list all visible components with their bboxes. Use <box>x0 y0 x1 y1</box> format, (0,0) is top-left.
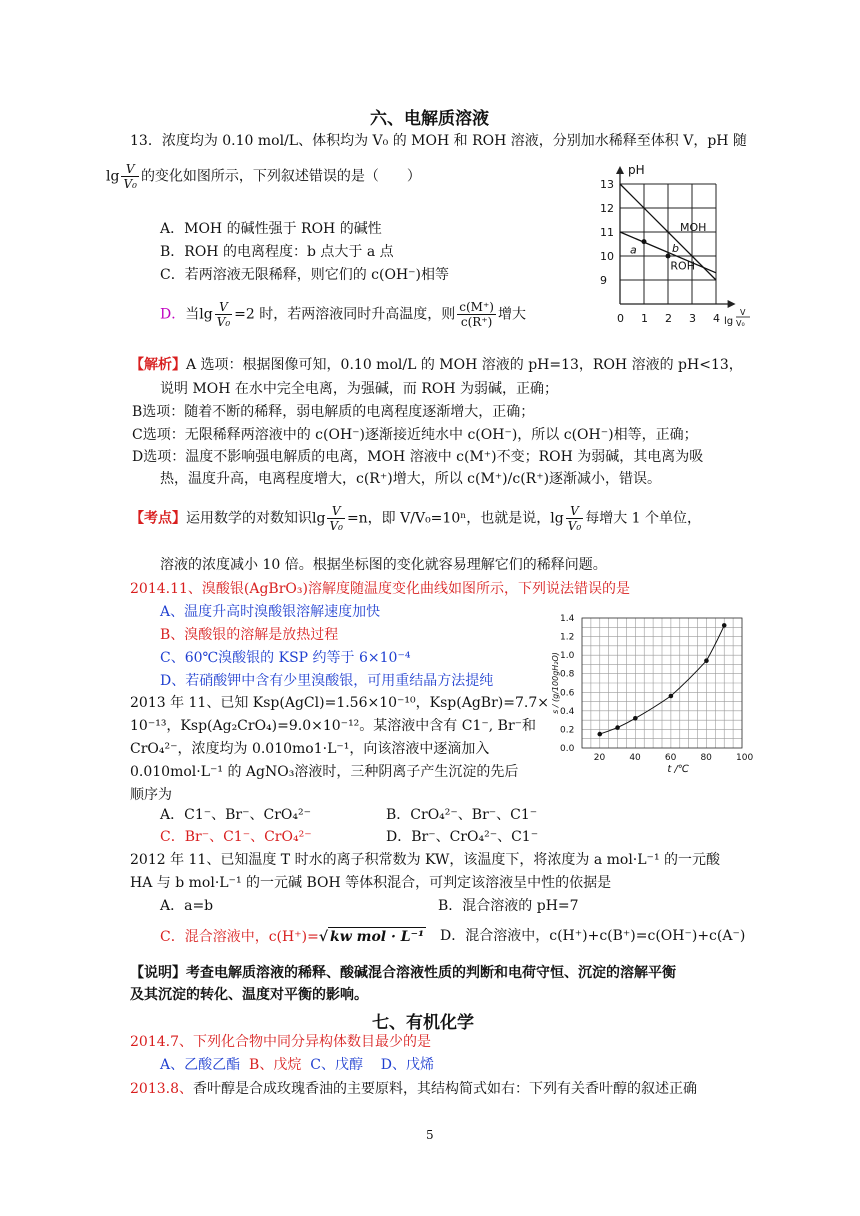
y-tick-label: 0.8 <box>560 669 575 680</box>
y-tick-label: 1.2 <box>560 632 575 643</box>
q13-option-b: B．ROH 的电离程度：b 点大于 a 点 <box>160 244 394 260</box>
y-tick-label: 0.0 <box>560 744 575 754</box>
q2013-11-line1: 2013 年 11、已知 Ksp(AgCl)=1.56×10⁻¹⁰，Ksp(AgBr)=7.7× <box>130 695 549 711</box>
cm-over-cr-fraction <box>457 300 496 329</box>
option-d-letter: D． <box>160 306 186 323</box>
y-tick-label: 11 <box>600 226 614 239</box>
v-over-v0-fraction <box>566 504 583 533</box>
y-tick-label: 9 <box>600 274 607 287</box>
q2014-11-option-d: D、若硝酸钾中含有少里溴酸银，可用重结晶方法提纯 <box>160 673 494 689</box>
analysis-line6: 热，温度升高，电离程度增大，c(R⁺)增大，所以 c(M⁺)/c(R⁺)逐渐减小，错误。 <box>160 471 662 487</box>
q2013-11-option-a: A．C1⁻、Br⁻、CrO₄²⁻ <box>160 807 311 823</box>
q13-stem-line1: 13．浓度均为 0.10 mol/L、体积均为 V₀ 的 MOH 和 ROH 溶液，分别加水稀释至体积 V，pH 随 <box>130 133 747 149</box>
fraction-numerator: V <box>215 300 232 315</box>
key-point-text-b: =n，即 V/V₀=10ⁿ，也就是说， <box>346 510 551 527</box>
option-d-text-c: 增大 <box>497 306 526 323</box>
y-tick-label: 0.6 <box>560 688 575 699</box>
q13-option-d <box>160 300 526 329</box>
y-tick-label: 0.4 <box>560 706 575 717</box>
y-tick-label: 12 <box>600 202 614 215</box>
data-point <box>597 732 602 737</box>
q2014-7-option-a: A、乙酸乙酯 <box>160 1057 241 1073</box>
fraction-numerator: V <box>566 504 583 519</box>
fraction-numerator: c(M⁺) <box>459 300 494 314</box>
y-axis-label: pH <box>628 163 645 177</box>
section-title-7: 七、有机化学 <box>372 1013 474 1033</box>
key-point-tag: 【考点】 <box>130 510 186 527</box>
note-line1 <box>130 964 676 982</box>
key-point-text-a: 运用数学的对数知识 <box>186 510 312 527</box>
v-over-v0-fraction <box>215 300 232 329</box>
data-point <box>615 725 620 730</box>
sqrt-content: kw mol · L⁻¹ <box>330 929 425 945</box>
q2012-11-line2: HA 与 b mol·L⁻¹ 的一元碱 BOH 等体积混合，可判定该溶液呈中性的依据是 <box>130 875 612 891</box>
q2014-11-option-a: A、温度升高时溴酸银溶解速度加快 <box>160 604 381 620</box>
q2013-11-option-b: B．CrO₄²⁻、Br⁻、C1⁻ <box>386 807 538 823</box>
v-over-v0-fraction <box>121 162 138 191</box>
q2014-7-option-d: D、戊烯 <box>380 1057 434 1073</box>
q2013-8-text: 香叶醇是合成玫瑰香油的主要原料，其结构简式如右：下列有关香叶醇的叙述正确 <box>193 1081 697 1097</box>
q13-option-c: C．若两溶液无限稀释，则它们的 c(OH⁻)相等 <box>160 267 450 283</box>
fraction-denominator: V₀ <box>216 315 231 329</box>
data-point <box>669 694 674 699</box>
x-axis-label: t /℃ <box>667 764 690 775</box>
q2014-11-stem: 2014.11、溴酸银(AgBrO₃)溶解度随温度变化曲线如图所示，下列说法错误的是 <box>130 581 630 597</box>
x-axis-label-num: V <box>740 308 746 317</box>
fraction-denominator: V₀ <box>123 177 137 191</box>
q13-stem-line2 <box>106 162 421 191</box>
q2014-7-option-b: B、戊烷 <box>249 1057 302 1073</box>
y-axis-label: s / (g/100gH₂O) <box>551 652 560 714</box>
note-text: 【说明】考查电解质溶液的稀释、酸碱混合溶液性质的判断和电荷守恒、沉淀的溶解平衡 <box>130 965 676 981</box>
data-point-a <box>642 239 647 244</box>
lg-label: lg <box>550 510 564 527</box>
q2013-11-line5: 顺序为 <box>130 787 172 803</box>
x-tick-label: 80 <box>700 753 712 763</box>
y-tick-label: 1.4 <box>560 614 575 624</box>
option-d-text-b: =2 时，若两溶液同时升高温度，则 <box>234 306 456 323</box>
v-over-v0-fraction <box>327 504 344 533</box>
q2012-11-option-d: D．混合溶液中，c(H⁺)+c(B⁺)=c(OH⁻)+c(A⁻) <box>440 928 746 944</box>
y-tick-label: 13 <box>600 178 614 191</box>
sqrt-sign: √ <box>318 929 329 945</box>
x-tick-label: 60 <box>664 753 677 763</box>
data-point-b <box>666 254 671 259</box>
fraction-numerator: V <box>121 162 138 177</box>
option-c-text: C．混合溶液中，c(H⁺)= <box>160 929 319 945</box>
data-point <box>704 658 709 663</box>
fraction-denominator: V₀ <box>329 519 343 533</box>
fraction-numerator: V <box>327 504 344 519</box>
q2012-11-option-a: A．a=b <box>160 898 214 914</box>
x-tick-label: 0 <box>617 312 624 325</box>
option-d-text-a: 当 <box>185 306 200 323</box>
point-label-b: b <box>672 242 679 255</box>
x-tick-label: 1 <box>641 312 648 325</box>
q2012-11-option-c <box>160 927 426 946</box>
key-point-text-c: 每增大 1 个单位， <box>585 510 702 527</box>
solubility-chart <box>548 606 760 778</box>
q2014-7-options <box>160 1056 434 1074</box>
analysis-line3: B选项：随着不断的稀释，弱电解质的电离程度逐渐增大，正确； <box>132 404 535 420</box>
lg-label: lg <box>106 168 120 185</box>
q2013-8-stem <box>130 1080 697 1098</box>
y-tick-label: 1.0 <box>560 651 575 662</box>
q2013-11-line3: CrO₄²⁻，浓度均为 0.010mo1·L⁻¹，向该溶液中逐滴加入 <box>130 741 490 757</box>
ph-dilution-chart <box>596 160 760 332</box>
q2013-8-tag: 2013.8、 <box>130 1081 193 1097</box>
series-label-roh: ROH <box>670 259 695 273</box>
q2012-11-option-b: B．混合溶液的 pH=7 <box>438 898 579 914</box>
x-axis-arrow <box>728 300 736 308</box>
y-axis-arrow <box>616 166 624 174</box>
x-axis-label-lg: lg <box>724 316 734 327</box>
data-point <box>633 716 638 721</box>
analysis-tag: 【解析】 <box>130 357 186 373</box>
series-label-moh: MOH <box>680 221 707 235</box>
data-point <box>722 623 727 628</box>
q2013-11-line2: 10⁻¹³，Ksp(Ag₂CrO₄)=9.0×10⁻¹²。某溶液中含有 C1⁻, Br⁻和 <box>130 718 537 734</box>
q2012-11-line1: 2012 年 11、已知温度 T 时水的离子积常数为 KW，该温度下，将浓度为 a mol·L⁻¹ 的一元酸 <box>130 852 721 868</box>
analysis-line1 <box>130 356 743 374</box>
y-tick-label: 0.2 <box>560 725 575 736</box>
lg-label: lg <box>312 510 326 527</box>
q2014-7-stem: 2014.7、下列化合物中同分异构体数目最少的是 <box>130 1034 431 1050</box>
analysis-line5: D选项：温度不影响强电解质的电离，MOH 溶液中 c(M⁺)不变；ROH 为弱碱，其电离为吸 <box>132 449 704 465</box>
section-title-6: 六、电解质溶液 <box>370 109 489 129</box>
x-tick-label: 20 <box>593 753 606 763</box>
analysis-line4: C选项：无限稀释两溶液中的 c(OH⁻)逐渐接近纯水中 c(OH⁻)，所以 c(OH⁻)相等，正确； <box>132 427 698 443</box>
y-tick-label: 10 <box>600 250 614 263</box>
page-number: 5 <box>426 1128 434 1142</box>
q2014-11-option-c: C、60℃溴酸银的 KSP 约等于 6×10⁻⁴ <box>160 650 411 666</box>
q2013-11-line4: 0.010mol·L⁻¹ 的 AgNO₃溶液时，三种阴离子产生沉淀的先后 <box>130 764 519 780</box>
q2013-11-option-d: D．Br⁻、CrO₄²⁻、C1⁻ <box>386 829 539 845</box>
q2014-11-option-b: B、溴酸银的溶解是放热过程 <box>160 627 339 643</box>
key-point-line1 <box>130 504 701 533</box>
key-point-line2: 溶液的浓度减小 10 倍。根据坐标图的变化就容易理解它们的稀释问题。 <box>160 557 607 573</box>
x-tick-label: 2 <box>665 312 672 325</box>
q2013-11-option-c: C．Br⁻、C1⁻、CrO₄²⁻ <box>160 829 312 845</box>
x-tick-label: 100 <box>736 753 754 763</box>
point-label-a: a <box>630 243 637 257</box>
analysis-text: A 选项：根据图像可知，0.10 mol/L 的 MOH 溶液的 pH=13，ROH 溶液的 pH<13， <box>186 357 743 373</box>
fraction-denominator: V₀ <box>567 519 582 533</box>
analysis-line2: 说明 MOH 在水中完全电离，为强碱，而 ROH 为弱碱，正确； <box>160 381 559 397</box>
lg-label: lg <box>199 306 213 323</box>
q2014-7-option-c: C、戊醇 <box>310 1057 363 1073</box>
x-tick-label: 3 <box>689 312 696 325</box>
x-tick-label: 4 <box>713 312 720 325</box>
x-axis-label-den: V₀ <box>736 319 745 328</box>
x-tick-label: 40 <box>629 753 641 763</box>
q13-stem-text: 的变化如图所示，下列叙述错误的是（ ） <box>140 168 421 185</box>
fraction-denominator: c(R⁺) <box>460 315 493 329</box>
q13-option-a: A．MOH 的碱性强于 ROH 的碱性 <box>160 221 382 237</box>
note-line2: 及其沉淀的转化、温度对平衡的影响。 <box>130 987 368 1003</box>
